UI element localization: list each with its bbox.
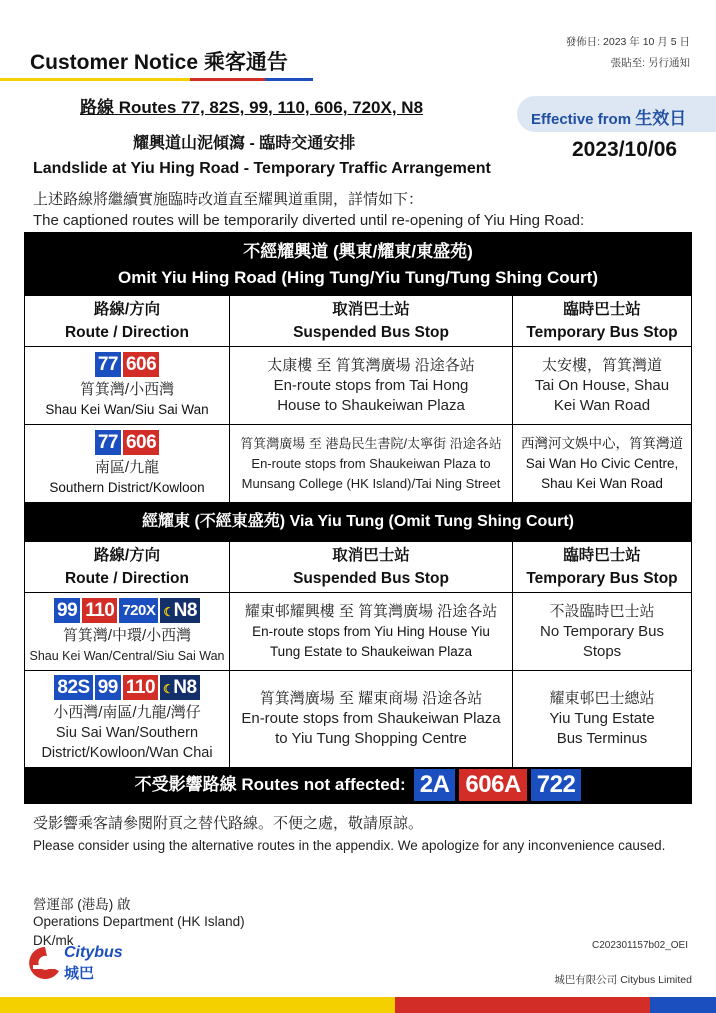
diversion-table: [24, 232, 692, 804]
suspended-header-en: Suspended Bus Stop: [293, 324, 449, 341]
direction-cn: 小西灣/南區/九龍/灣仔: [53, 704, 201, 721]
temporary-header-cn: 臨時巴士站: [563, 547, 641, 564]
suspended-column-header: [230, 542, 513, 592]
unaffected-label: 不受影響路線 Routes not affected:: [134, 775, 406, 794]
suspended-cn: 耀東邨耀興樓 至 筲箕灣廣場 沿途各站: [244, 602, 498, 620]
route-badges: [54, 598, 200, 623]
route-badge-722: 722: [531, 769, 582, 801]
direction-cn: 筲箕灣/中環/小西灣: [62, 626, 192, 644]
temporary-column-header: [513, 296, 691, 346]
route-badge-606: 606: [123, 352, 159, 377]
valid-until: 張貼至: 另行通知: [610, 57, 690, 69]
effective-label: [531, 104, 686, 129]
route-badge-2a: 2A: [414, 769, 456, 801]
temporary-header-cn: 臨時巴士站: [563, 301, 641, 318]
table-row: [25, 424, 691, 502]
route-badge-110: 110: [123, 675, 158, 700]
route-badges: [54, 675, 199, 700]
issue-date: 發佈日: 2023 年 10 月 5 日: [565, 36, 690, 48]
suspended-cell: [230, 347, 513, 424]
routes-title: 路線 Routes 77, 82S, 99, 110, 606, 720X, N8: [80, 98, 424, 117]
suspended-column-header: [230, 296, 513, 346]
table-row: [25, 346, 691, 424]
header-stripe-red: [190, 78, 265, 81]
route-header-en: Route / Direction: [64, 570, 189, 587]
route-badges: [95, 352, 159, 377]
column-header-row: [25, 541, 691, 592]
route-cell: [25, 347, 230, 424]
suspended-cell: [230, 425, 513, 502]
notice-title: Customer Notice 乘客通告: [30, 51, 288, 74]
footer-stripe-red: [395, 997, 650, 1013]
temporary-cn: 耀東邨巴士總站: [549, 690, 655, 707]
intro-cn: 上述路線將繼續實施臨時改道直至耀興道重開，詳情如下：: [33, 191, 424, 208]
temporary-cell: [513, 425, 691, 502]
intro-en: The captioned routes will be temporarily diverted until re-opening of Yiu Hing Road:: [33, 212, 585, 229]
suspended-en: En-route stops from Shaukeiwan Plaza to Munsang College (HK Island)/Tai Ning Street: [241, 455, 501, 491]
section1-title-en: Omit Yiu Hing Road (Hing Tung/Yiu Tung/Tung Shing Court): [117, 268, 598, 287]
direction-en: Shau Kei Wan/Central/Siu Sai Wan: [29, 648, 225, 663]
temporary-cell: [513, 593, 691, 670]
unaffected-routes-bar: [25, 767, 691, 803]
route-badge-99: 99: [95, 675, 121, 700]
apology-note-cn: 受影響乘客請參閱附頁之替代路線。不便之處，敬請原諒。: [33, 815, 424, 832]
table-row: [25, 670, 691, 767]
route-badge-99: 99: [54, 598, 80, 623]
company-name: 城巴有限公司 Citybus Limited: [554, 974, 692, 986]
route-badge-110: 110: [82, 598, 117, 623]
suspended-cell: [230, 593, 513, 670]
initials: DK/mk: [33, 933, 74, 948]
route-badge-n8-label: N8: [173, 677, 197, 698]
route-header-en: Route / Direction: [64, 324, 189, 341]
route-cell: [25, 425, 230, 502]
section1-title-cn: 不經耀興道 (興東/耀東/東盛苑): [243, 242, 473, 261]
footer-stripe-yellow: [0, 997, 395, 1013]
temporary-cell: [513, 347, 691, 424]
direction-en: Siu Sai Wan/Southern District/Kowloon/Wan Chai: [41, 725, 213, 761]
suspended-cn: 太康樓 至 筲箕灣廣場 沿途各站: [267, 356, 475, 374]
temporary-en: Tai On House, Shau Kei Wan Road: [534, 376, 670, 414]
temporary-column-header: [513, 542, 691, 592]
department-en: Operations Department (HK Island): [33, 914, 245, 929]
effective-date: 2023/10/06: [572, 138, 678, 161]
route-badge-n8-label: N8: [173, 599, 197, 621]
suspended-cell: [230, 671, 513, 767]
column-header-row: [25, 295, 691, 346]
route-column-header: [25, 542, 230, 592]
route-badge-82s: 82S: [54, 675, 92, 700]
notice-title-cn: 耀興道山泥傾瀉 - 臨時交通安排: [133, 135, 356, 152]
direction-cn: 筲箕灣/小西灣: [79, 380, 175, 398]
citybus-logo-text-cn: 城巴: [64, 965, 95, 982]
suspended-cn: 筲箕灣廣場 至 港島民生書院/太寧街 沿途各站: [240, 435, 502, 451]
direction-en: Southern District/Kowloon: [49, 479, 205, 495]
footer-stripe-blue: [650, 997, 716, 1013]
route-badge-720x: 720X: [119, 598, 158, 623]
route-badge-77: 77: [95, 430, 121, 455]
effective-label-en: Effective from: [531, 111, 636, 128]
citybus-logo-text-en: Citybus: [64, 944, 123, 961]
route-cell: [25, 593, 230, 670]
temporary-header-en: Temporary Bus Stop: [526, 570, 678, 587]
notice-title-en: Landslide at Yiu Hing Road - Temporary Traffic Arrangement: [33, 160, 491, 177]
route-column-header: [25, 296, 230, 346]
temporary-en: Yiu Tung Estate Bus Terminus: [549, 710, 655, 747]
route-badge-77: 77: [95, 352, 121, 377]
route-header-cn: 路線/方向: [93, 547, 161, 564]
section1-header: [25, 233, 691, 295]
temporary-cn: 不設臨時巴士站: [549, 602, 655, 620]
temporary-header-en: Temporary Bus Stop: [526, 324, 678, 341]
temporary-en: No Temporary Bus Stops: [540, 622, 664, 660]
suspended-en: En-route stops from Tai Hong House to Shaukeiwan Plaza: [273, 376, 469, 414]
document-reference: C202301157b02_OEI: [591, 940, 688, 951]
suspended-header-en: Suspended Bus Stop: [293, 570, 449, 587]
route-badge-n8: ☾N8: [160, 598, 200, 623]
route-header-cn: 路線/方向: [93, 301, 161, 318]
route-badge-606a: 606A: [459, 769, 526, 801]
route-badge-n8: ☾N8: [160, 675, 200, 700]
route-cell: [25, 671, 230, 767]
temporary-cn: 西灣河文娛中心，筲箕灣道: [521, 435, 683, 451]
header-stripe-yellow: [0, 78, 190, 81]
suspended-cn: 筲箕灣廣場 至 耀東商場 沿途各站: [259, 690, 483, 707]
temporary-cn: 太安樓，筲箕灣道: [541, 356, 662, 374]
table-row: [25, 592, 691, 670]
header-stripe-blue: [265, 78, 313, 81]
section2-header: 經耀東 (不經東盛苑) Via Yiu Tung (Omit Tung Shing Court): [25, 502, 691, 541]
temporary-cell: [513, 671, 691, 767]
route-badge-606: 606: [123, 430, 159, 455]
suspended-en: En-route stops from Shaukeiwan Plaza to Yiu Tung Shopping Centre: [241, 710, 501, 747]
suspended-header-cn: 取消巴士站: [332, 547, 410, 564]
suspended-en: En-route stops from Yiu Hing House Yiu Tung Estate to Shaukeiwan Plaza: [252, 623, 490, 659]
suspended-header-cn: 取消巴士站: [332, 301, 410, 318]
department-cn: 營運部 (港島) 啟: [33, 897, 131, 912]
apology-note-en: Please consider using the alternative routes in the appendix. We apologize for any inconvenience caused.: [33, 838, 666, 853]
temporary-en: Sai Wan Ho Civic Centre, Shau Kei Wan Road: [525, 455, 679, 491]
effective-label-cn: 生效日: [635, 109, 687, 128]
direction-en: Shau Kei Wan/Siu Sai Wan: [45, 401, 209, 417]
route-badges: [95, 430, 159, 455]
direction-cn: 南區/九龍: [94, 458, 160, 476]
